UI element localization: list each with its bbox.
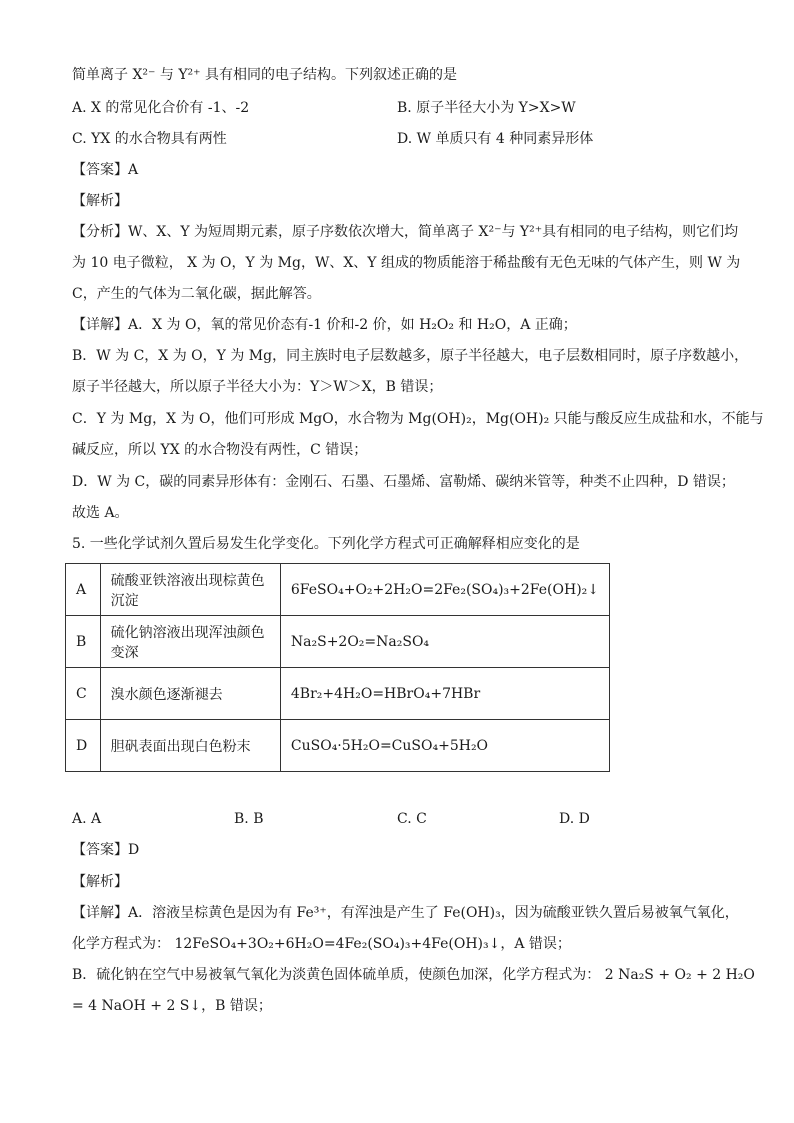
table-cell-phenomenon: 硫酸亚铁溶液出现棕黄色沉淀: [100, 564, 280, 616]
q4-detail-line: B．W 为 C，X 为 O，Y 为 Mg，同主族时电子层数越多，原子半径越大，电子层数相同时，原子序数越小，: [72, 348, 749, 364]
table-cell-equation: Na₂S+2O₂=Na₂SO₄: [280, 616, 609, 668]
q5-choice-a: A. A: [72, 811, 102, 827]
q4-fenxi-line: 【分析】W、X、Y 为短周期元素，原子序数依次增大，简单离子 X²⁻与 Y²⁺具有相同的电子结构，则它们均: [72, 224, 739, 240]
q4-fenxi-line: 为 10 电子微粒， X 为 O，Y 为 Mg，W、X、Y 组成的物质能溶于稀盐酸有无色无味的气体产生，则 W 为: [72, 255, 741, 271]
table-cell-phenomenon: 胆矾表面出现白色粉末: [100, 720, 280, 772]
table-row: [66, 564, 610, 616]
table-cell-label: A: [66, 564, 101, 616]
table-cell-label: D: [66, 720, 101, 772]
q5-analysis-title: 【解析】: [72, 874, 128, 890]
q4-detail-line: D．W 为 C，碳的同素异形体有：金刚石、石墨、石墨烯、富勒烯、碳纳米管等，种类不止四种，D 错误；: [72, 474, 735, 490]
table-cell-label: B: [66, 616, 101, 668]
q5-choice-c: C. C: [397, 811, 427, 827]
q4-option-c: C. YX 的水合物具有两性: [72, 131, 227, 147]
table-row: [66, 616, 610, 668]
q4-answer: 【答案】A: [72, 162, 139, 178]
q5-detail-line: 化学方程式为： 12FeSO₄+3O₂+6H₂O=4Fe₂(SO₄)₃+4Fe(OH)₃↓，A 错误；: [72, 936, 571, 952]
q5-answer: 【答案】D: [72, 842, 140, 858]
q5-detail-line: = 4 NaOH + 2 S↓，B 错误；: [72, 998, 272, 1014]
table-cell-equation: CuSO₄·5H₂O=CuSO₄+5H₂O: [280, 720, 609, 772]
table-cell-equation: 6FeSO₄+O₂+2H₂O=2Fe₂(SO₄)₃+2Fe(OH)₂↓: [280, 564, 609, 616]
q5-detail-line: 【详解】A．溶液呈棕黄色是因为有 Fe³⁺，有浑浊是产生了 Fe(OH)₃，因为硫酸亚铁久置后易被氧气氧化，: [72, 905, 739, 921]
q5-choice-d: D. D: [559, 811, 590, 827]
q4-detail-line: 原子半径越大，所以原子半径大小为：Y＞W＞X，B 错误；: [72, 379, 443, 395]
q5-stem: 5. 一些化学试剂久置后易发生化学变化。下列化学方程式可正确解释相应变化的是: [72, 536, 580, 552]
q4-analysis-title: 【解析】: [72, 193, 128, 209]
q4-detail-line: C．Y 为 Mg，X 为 O，他们可形成 MgO，水合物为 Mg(OH)₂，Mg(OH)₂ 只能与酸反应生成盐和水，不能与: [72, 411, 764, 427]
table-row: [66, 720, 610, 772]
table-cell-label: C: [66, 668, 101, 720]
q4-detail-line: 故选 A。: [72, 505, 129, 521]
table-row: [66, 668, 610, 720]
q4-stem: 简单离子 X²⁻ 与 Y²⁺ 具有相同的电子结构。下列叙述正确的是: [72, 67, 458, 83]
q5-choice-b: B. B: [234, 811, 264, 827]
q4-option-b: B. 原子半径大小为 Y>X>W: [397, 100, 576, 116]
q5-options-table: [65, 563, 610, 772]
q4-option-a: A. X 的常见化合价有 -1、-2: [72, 100, 250, 116]
q4-option-d: D. W 单质只有 4 种同素异形体: [397, 131, 594, 147]
table-cell-equation: 4Br₂+4H₂O=HBrO₄+7HBr: [280, 668, 609, 720]
q4-fenxi-line: C，产生的气体为二氧化碳，据此解答。: [72, 286, 321, 302]
q4-detail-line: 碱反应，所以 YX 的水合物没有两性，C 错误；: [72, 442, 368, 458]
q5-detail-line: B．硫化钠在空气中易被氧气氧化为淡黄色固体硫单质，使颜色加深，化学方程式为： 2 Na₂S + O₂ + 2 H₂O: [72, 967, 755, 983]
table-cell-phenomenon: 溴水颜色逐渐褪去: [100, 668, 280, 720]
table-cell-phenomenon: 硫化钠溶液出现浑浊颜色变深: [100, 616, 280, 668]
q4-detail-line: 【详解】A．X 为 O，氧的常见价态有-1 价和-2 价，如 H₂O₂ 和 H₂O，A 正确；: [72, 317, 577, 333]
